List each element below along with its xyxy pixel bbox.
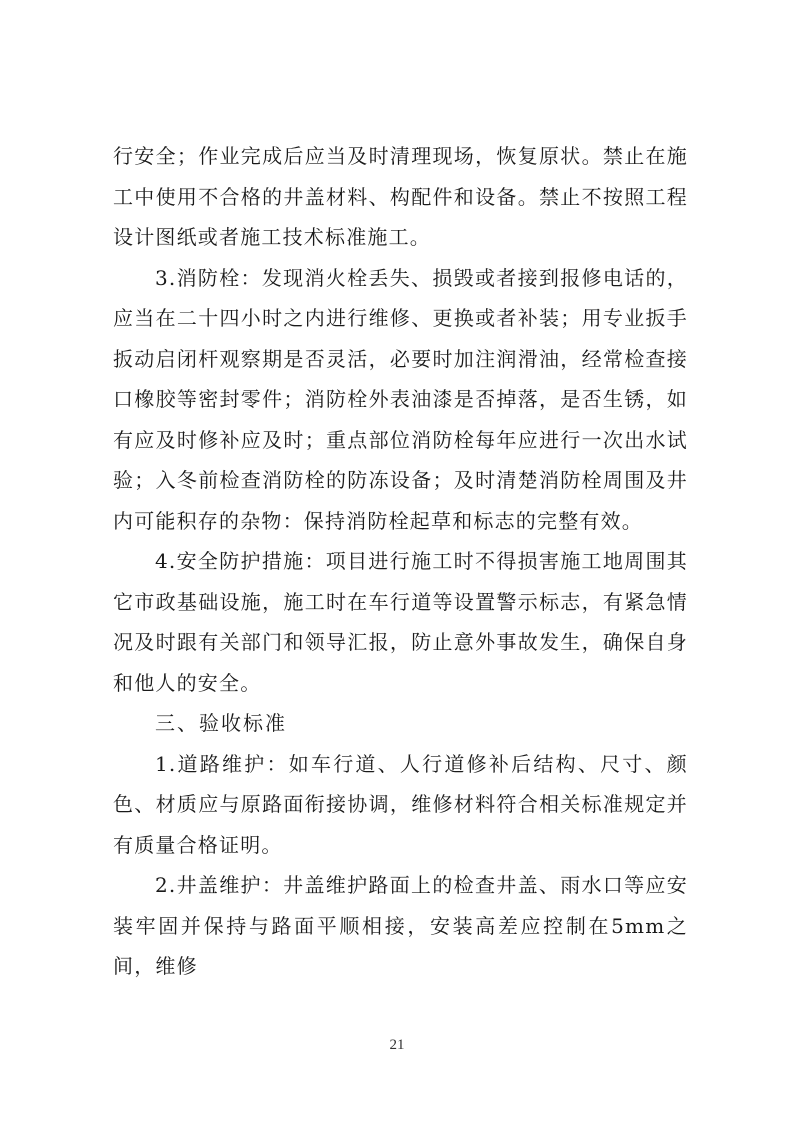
page-number: 21 [389, 1037, 405, 1053]
section-heading-acceptance-standards: 三、验收标准 [155, 711, 287, 735]
paragraph-safety-measures: 4.安全防护措施：项目进行施工时不得损害施工地周围其它市政基础设施，施工时在车行道等设置警示标志，有紧急情况及时跟有关部门和领导汇报，防止意外事故发生，确保自身和他人的安全。 [113, 549, 688, 695]
paragraph-continuation: 行安全；作业完成后应当及时清理现场，恢复原状。禁止在施工中使用不合格的井盖材料、构配件和设备。禁止不按照工程设计图纸或者施工技术标准施工。 [113, 144, 688, 249]
paragraph-fire-hydrant: 3.消防栓：发现消火栓丢失、损毁或者接到报修电话的，应当在二十四小时之内进行维修、更换或者补装；用专业扳手扳动启闭杆观察期是否灵活，必要时加注润滑油，经常检查接口橡胶等密封零件；消防栓外表油漆是否掉落，是否生锈，如有应及时修补应及时；重点部位消防栓每年应进行一次出水试验；入冬前检查消防栓的防冻设备；及时清楚消防栓周围及井内可能积存的杂物：保持消防栓起草和标志的完整有效。 [113, 265, 688, 533]
paragraph-road-maintenance: 1.道路维护：如车行道、人行道修补后结构、尺寸、颜色、材质应与原路面衔接协调，维修材料符合相关标准规定并有质量合格证明。 [113, 751, 688, 857]
document-body [113, 136, 688, 987]
paragraph-manhole-maintenance: 2.井盖维护：井盖维护路面上的检查井盖、雨水口等应安装牢固并保持与路面平顺相接，安装高差应控制在5mm之间，维修 [113, 873, 688, 978]
